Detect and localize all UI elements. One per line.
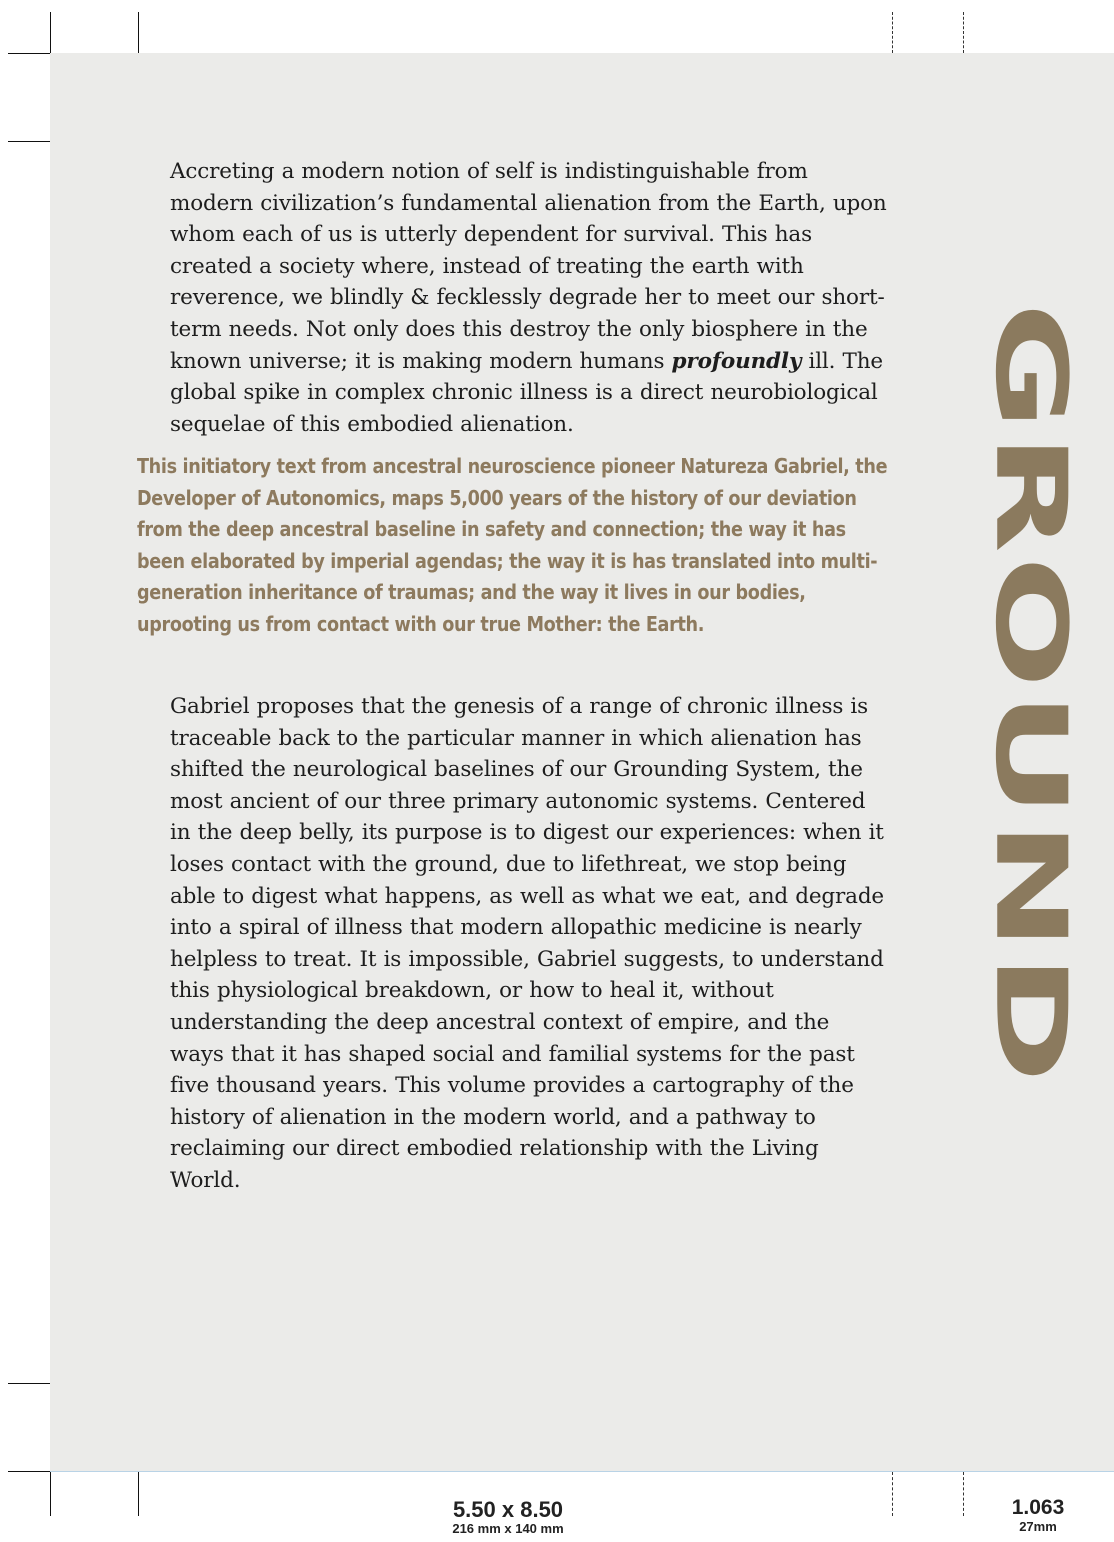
fold-mark <box>963 1472 964 1516</box>
spine-width-mm: 27mm <box>1019 1519 1057 1534</box>
trim-size-mm: 216 mm x 140 mm <box>452 1521 564 1536</box>
spine-width-label <box>1000 1496 1076 1533</box>
crop-mark <box>8 1383 50 1384</box>
spine-title-text: GROUND <box>973 302 1087 1086</box>
crop-mark <box>8 53 50 54</box>
blurb-highlight: This initiatory text from ancestral neuroscience pioneer Natureza Gabriel, the Developer of Autonomics, maps 5,000 years of the history of our deviation from the deep ancestral baseline in safety and connection; the way it has been elaborated by imperial agendas; the way it is has translated into multi-generation inheritance of traumas; and the way it lives in our bodies, uprooting us from contact with our true Mother: the Earth. <box>137 454 888 636</box>
crop-mark <box>8 141 50 142</box>
trim-size-label <box>420 1498 596 1536</box>
fold-mark <box>892 12 893 53</box>
emphasis-text: profoundly <box>671 348 802 374</box>
spine-width-inches: 1.063 <box>1011 1496 1065 1519</box>
crop-mark <box>50 1472 51 1516</box>
fold-mark <box>963 12 964 53</box>
crop-mark <box>8 1471 50 1472</box>
fold-mark <box>892 1472 893 1516</box>
intro-text-end: ill. The global spike in complex chronic illness is a direct neurobiological sequelae of this embodied alienation. <box>170 348 883 437</box>
description-paragraph: Gabriel proposes that the genesis of a range of chronic illness is traceable back to the particular manner in which alienation has shifted the neurological baselines of our Grounding System, the most ancient of our three primary autonomic systems. Centered in the deep belly, its purpose is to digest our experiences: when it loses contact with the ground, due to lifethreat, we stop being able to digest what happens, as well as what we eat, and degrade into a spiral of illness that modern allopathic medicine is nearly helpless to treat. It is impossible, Gabriel suggests, to understand this physiological breakdown, or how to heal it, without understanding the deep ancestral context of empire, and the ways that it has shaped social and familial systems for the past five thousand years. This volume provides a cartography of the history of alienation in the modern world, and a pathway to reclaiming our direct embodied relationship with the Living World. <box>170 694 885 1193</box>
intro-paragraph <box>170 156 890 440</box>
bleed-line <box>50 1471 1114 1472</box>
trim-size-inches: 5.50 x 8.50 <box>452 1497 564 1522</box>
spine-title <box>973 302 1087 1086</box>
crop-mark <box>50 12 51 53</box>
intro-text-start: Accreting a modern notion of self is indistinguishable from modern civilization’s fundamental alienation from the Earth, upon whom each of us is utterly dependent for survival. This has created a society where, instead of treating the earth with reverence, we blindly & fecklessly degrade her to meet our short-term needs. Not only does this destroy the only biosphere in the known universe; it is making modern humans <box>170 159 887 374</box>
crop-mark <box>138 1472 139 1516</box>
crop-mark <box>138 12 139 53</box>
